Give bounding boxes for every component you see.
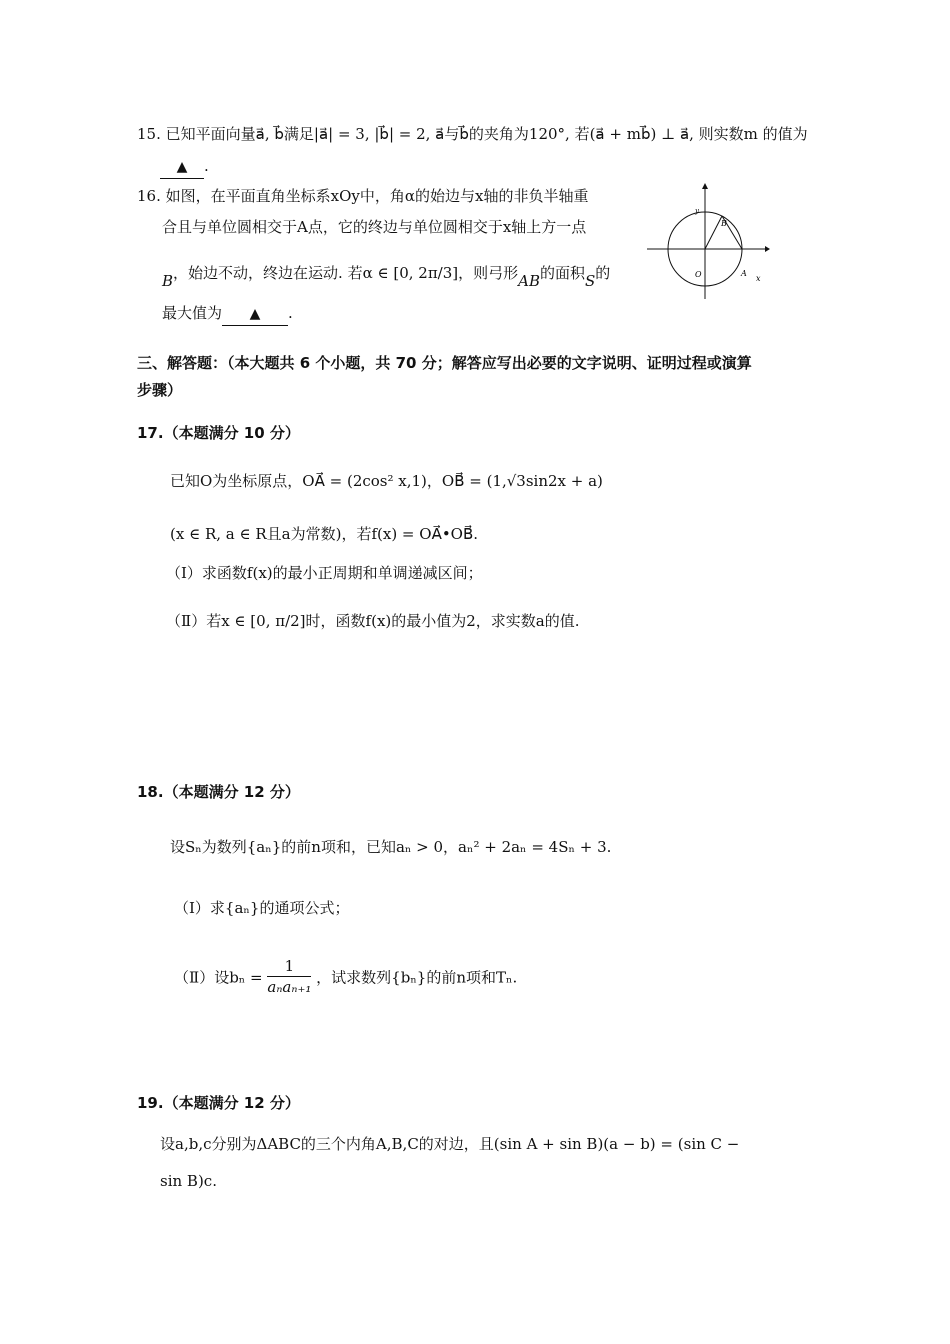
triangle-icon: ▲: [249, 306, 261, 322]
q18-part2-start: （Ⅱ）设bₙ =: [174, 968, 263, 987]
q16-arc-ab: AB: [518, 272, 540, 290]
q16-line4: [162, 302, 293, 326]
triangle-icon: ▲: [176, 159, 188, 175]
figure-label-a: A: [741, 269, 747, 278]
q16-point-b: B: [162, 272, 174, 290]
q16-line1: [137, 185, 588, 207]
q19-header: 19.（本题满分 12 分）: [137, 1094, 300, 1112]
q18-fraction: [267, 956, 311, 997]
q17-part2: （Ⅱ）若x ∈ [0, π/2]时，函数f(x)的最小值为2，求实数a的值.: [166, 612, 580, 630]
terminal-side: [705, 216, 722, 249]
q18-line1: 设Sₙ为数列{aₙ}的前n项和，已知aₙ > 0，aₙ² + 2aₙ = 4Sₙ + 3.: [170, 838, 612, 856]
q15-number: 15.: [137, 125, 161, 143]
q16-line2: 合且与单位圆相交于A点，它的终边与单位圆相交于x轴上方一点: [162, 218, 587, 236]
x-axis-arrow-icon: [765, 246, 770, 252]
unit-circle-figure: [645, 183, 770, 301]
q16-number: 16.: [137, 187, 161, 205]
y-axis-arrow-icon: [702, 183, 708, 189]
q15-line1: [137, 123, 808, 145]
q15-text: 已知平面向量a⃗, b⃗满足|a⃗| = 3, |b⃗| = 2, a⃗与b⃗的夹角为120°, 若(a⃗ + mb⃗) ⊥ a⃗, 则实数m 的值为: [165, 125, 808, 143]
q16-end: .: [288, 304, 293, 322]
q15-end: .: [204, 157, 209, 175]
q16-text-end: 的: [595, 264, 611, 282]
q16-answer-blank: [222, 302, 288, 326]
q16-text-line3: ，始边不动，终边在运动. 若α ∈ [0, 2π/3]，则弓形: [173, 264, 519, 282]
q19-line2: sin B)c.: [160, 1172, 217, 1190]
q18-part2-end: ，试求数列{bₙ}的前n项和Tₙ.: [316, 968, 518, 987]
section3-heading-line1: 三、解答题：（本大题共 6 个小题，共 70 分；解答应写出必要的文字说明、证明过程或演算: [137, 354, 752, 372]
figure-label-y: y: [695, 207, 699, 215]
q18-part2: [174, 958, 517, 999]
figure-label-o: O: [695, 270, 702, 279]
q18-fraction-numerator: 1: [267, 956, 311, 977]
section3-heading-line2: 步骤）: [137, 381, 183, 399]
q16-text-line1: 如图，在平面直角坐标系xOy中，角α的始边与x轴的非负半轴重: [165, 187, 589, 205]
q16-area-s: S: [585, 272, 596, 290]
q15-answer-blank: [160, 155, 204, 179]
q17-line2: (x ∈ R, a ∈ R且a为常数)，若f(x) = OA⃗•OB⃗.: [170, 525, 479, 543]
q16-text-line4: 最大值为: [162, 304, 223, 322]
figure-label-x: x: [756, 274, 761, 283]
figure-label-b: B: [721, 219, 727, 228]
q18-part1: （Ⅰ）求{aₙ}的通项公式；: [174, 899, 350, 917]
q15-line2: [160, 155, 209, 179]
q17-part1: （Ⅰ）求函数f(x)的最小正周期和单调递减区间；: [166, 564, 483, 582]
q18-fraction-denominator: aₙaₙ₊₁: [267, 978, 312, 996]
q17-line1: 已知O为坐标原点，OA⃗ = (2cos² x,1)，OB⃗ = (1,√3sin2x + a): [170, 472, 603, 490]
q18-header: 18.（本题满分 12 分）: [137, 783, 300, 801]
q16-line3: [162, 262, 611, 290]
q19-line1: 设a,b,c分别为ΔABC的三个内角A,B,C的对边，且(sin A + sin B)(a − b) = (sin C −: [160, 1135, 740, 1153]
q17-header: 17.（本题满分 10 分）: [137, 424, 300, 442]
q16-text-mid: 的面积: [539, 264, 585, 282]
